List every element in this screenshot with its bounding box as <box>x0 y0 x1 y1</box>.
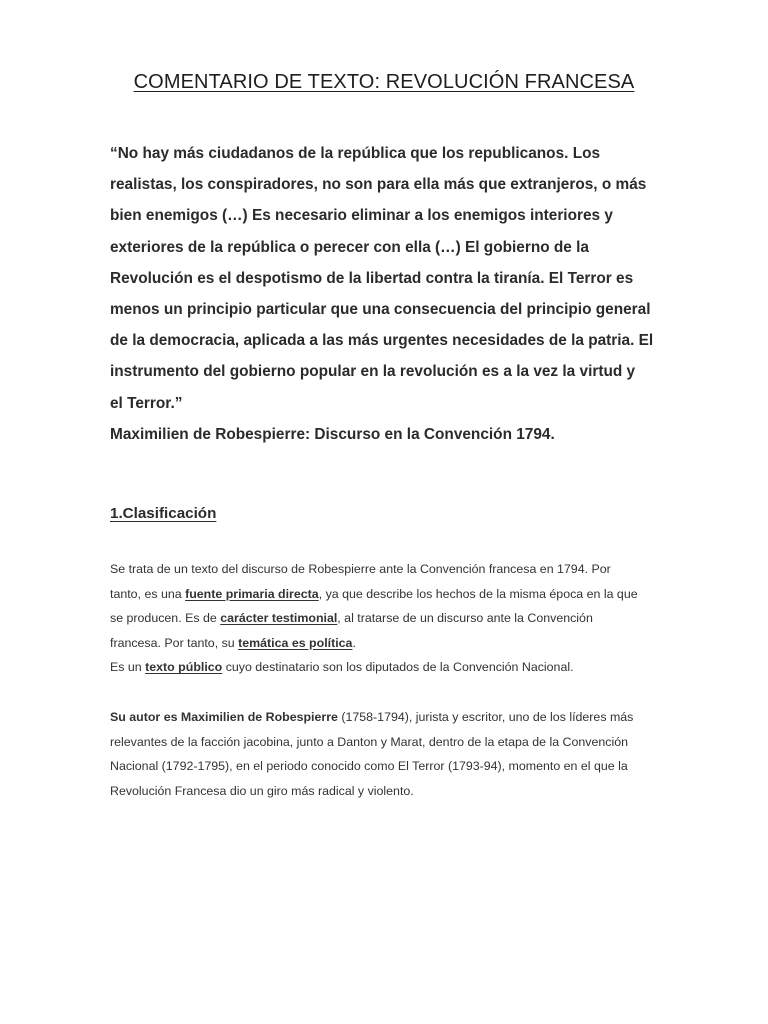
underlined-term: carácter testimonial <box>220 611 338 626</box>
text-run: . <box>352 635 356 650</box>
text-run: Revolución Francesa dio un giro más radical y violento. <box>110 783 414 798</box>
quote-line: realistas, los conspiradores, no son para ella más que extranjeros, o más <box>110 176 647 194</box>
underlined-term: temática es política <box>238 635 353 650</box>
quote-line: instrumento del gobierno popular en la revolución es a la vez la virtud y <box>110 363 636 381</box>
text-run: cuyo destinatario son los diputados de la Convención Nacional. <box>222 660 574 675</box>
quote-line: exteriores de la república o perecer con ella (…) El gobierno de la <box>110 238 589 256</box>
paragraph-line <box>110 754 680 779</box>
section-heading-clasificacion: 1.Clasificación <box>110 505 217 522</box>
paragraph-line <box>110 730 680 755</box>
quote-line: “No hay más ciudadanos de la república que los republicanos. Los <box>110 145 601 162</box>
paragraph-line <box>110 582 680 607</box>
underlined-term: texto público <box>145 660 223 675</box>
quote-line: menos un principio particular que una consecuencia del principio general <box>110 301 651 319</box>
paragraph-line <box>110 655 680 680</box>
paragraph-line <box>110 606 680 631</box>
paragraph-line <box>110 631 680 656</box>
text-run: Es un <box>110 660 146 675</box>
quote-line: el Terror.” <box>110 394 183 412</box>
quote-block <box>110 138 670 450</box>
text-run: tanto, es una <box>110 586 186 601</box>
paragraph-line <box>110 705 680 730</box>
text-run: francesa. Por tanto, su <box>110 635 239 650</box>
text-run: Nacional (1792-1795), en el periodo conocido como El Terror (1793-94), momento en el que la <box>110 759 628 774</box>
paragraph-autor <box>110 705 680 803</box>
document-title: COMENTARIO DE TEXTO: REVOLUCIÓN FRANCESA <box>133 71 635 93</box>
paragraph-clasificacion <box>110 557 680 680</box>
text-run: (1758-1794), jurista y escritor, uno de los líderes más <box>337 710 634 724</box>
text-run: , ya que describe los hechos de la misma época en la que <box>318 586 638 601</box>
quote-line: bien enemigos (…) Es necesario eliminar a los enemigos interiores y <box>110 207 613 225</box>
quote-line: de la democracia, aplicada a las más urgentes necesidades de la patria. El <box>110 332 654 350</box>
paragraph-line <box>110 779 680 804</box>
text-run: relevantes de la facción jacobina, junto a Danton y Marat, dentro de la etapa de la Convención <box>110 734 628 749</box>
quote-line: Revolución es el despotismo de la libertad contra la tiranía. El Terror es <box>110 269 634 287</box>
text-run: se producen. Es de <box>110 611 221 626</box>
text-run: Se trata de un texto del discurso de Robespierre ante la Convención francesa en 1794. Por <box>110 562 611 576</box>
text-run: , al tratarse de un discurso ante la Convención <box>337 611 593 626</box>
paragraph-line <box>110 557 680 582</box>
quote-source: Maximilien de Robespierre: Discurso en la Convención 1794. <box>110 425 555 443</box>
underlined-term: fuente primaria directa <box>185 586 319 601</box>
bold-term: Su autor es Maximilien de Robespierre <box>110 710 338 724</box>
